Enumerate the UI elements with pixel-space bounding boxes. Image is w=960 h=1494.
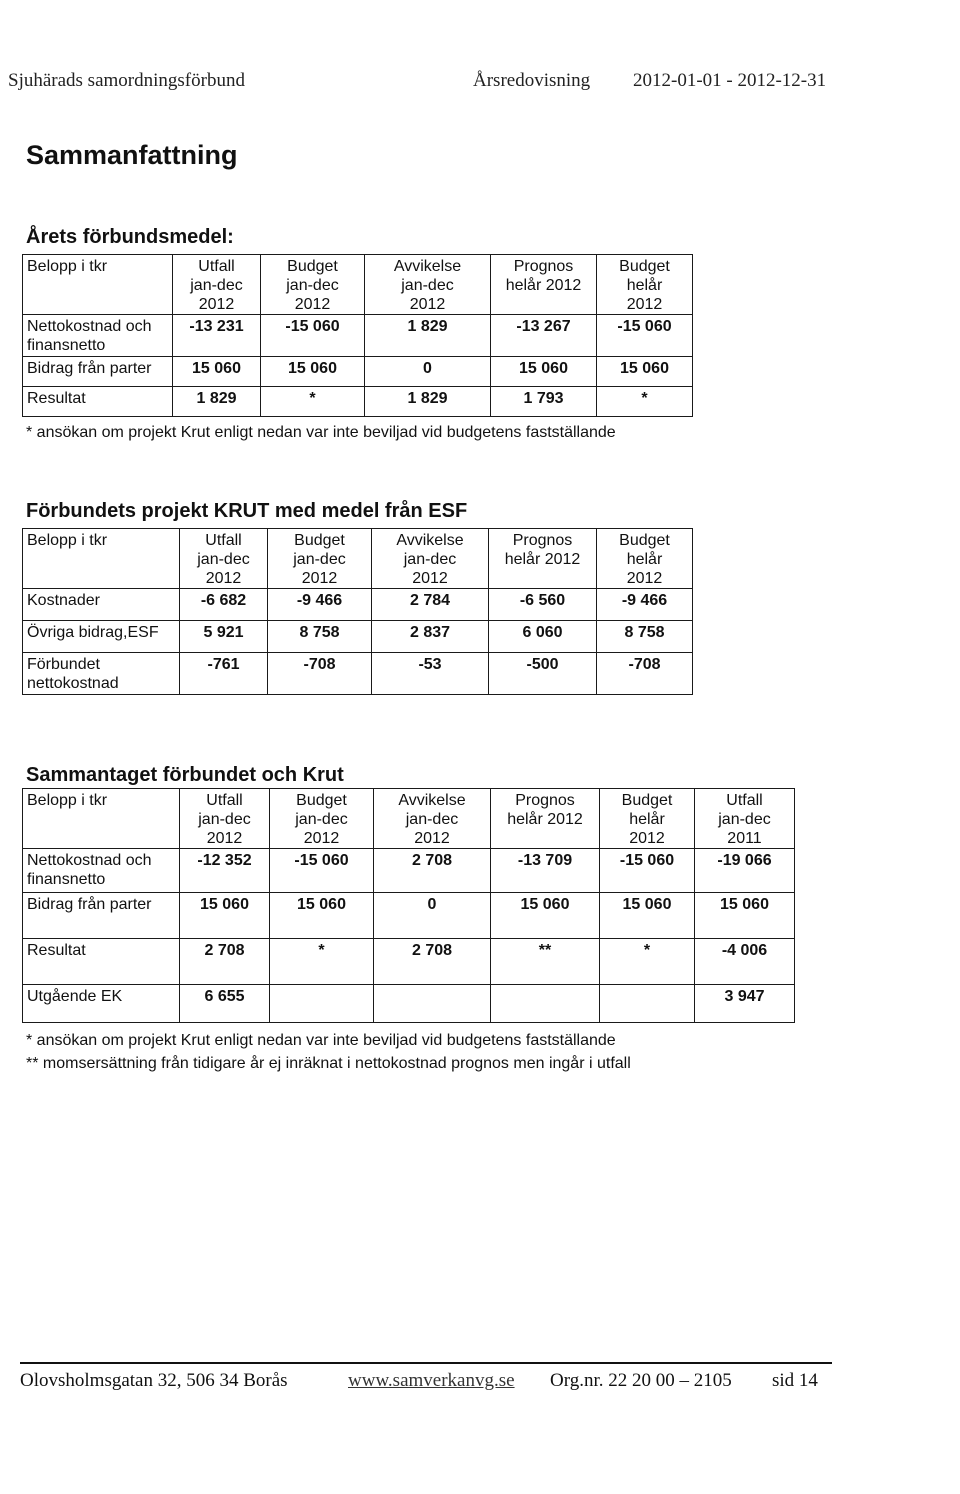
table-cell: 0 [365, 357, 491, 387]
footer-page-number: sid 14 [772, 1370, 818, 1391]
column-header: Budget helår 2012 [600, 789, 695, 849]
table-cell: 1 829 [365, 387, 491, 417]
table-cell: -15 060 [270, 849, 374, 893]
table-row [23, 387, 693, 417]
table-cell: -6 560 [489, 589, 597, 621]
column-header: Prognos helår 2012 [491, 255, 597, 315]
table-cell: 15 060 [270, 893, 374, 939]
table-row [23, 357, 693, 387]
table-cell: -15 060 [597, 315, 693, 357]
table-cell: -6 682 [180, 589, 268, 621]
table-cell: ** [491, 939, 600, 985]
table-cell: -15 060 [261, 315, 365, 357]
table-row [23, 939, 795, 985]
row-label: Bidrag från parter [23, 893, 180, 939]
table-cell [491, 985, 600, 1023]
column-header: Utfall jan-dec 2011 [695, 789, 795, 849]
table-row [23, 985, 795, 1023]
table-row [23, 893, 795, 939]
column-header-label: Belopp i tkr [23, 529, 180, 589]
krut-esf-table [22, 528, 693, 695]
row-label: Kostnader [23, 589, 180, 621]
footer-website-link[interactable]: www.samverkanvg.se [348, 1370, 515, 1391]
table-cell [270, 985, 374, 1023]
table-row [23, 653, 693, 695]
table-cell: 2 784 [372, 589, 489, 621]
table-cell: 8 758 [597, 621, 693, 653]
table-cell: -13 709 [491, 849, 600, 893]
section-heading-sammantaget: Sammantaget förbundet och Krut [26, 764, 344, 786]
table-cell: * [270, 939, 374, 985]
table-cell: 6 060 [489, 621, 597, 653]
table-cell: 15 060 [600, 893, 695, 939]
column-header: Utfall jan-dec 2012 [173, 255, 261, 315]
row-label: Resultat [23, 939, 180, 985]
report-title: Årsredovisning [473, 70, 591, 91]
table-cell: 6 655 [180, 985, 270, 1023]
column-header: Budget jan-dec 2012 [270, 789, 374, 849]
section-heading-forbundsmedel: Årets förbundsmedel: [26, 226, 234, 248]
table-cell: -9 466 [268, 589, 372, 621]
table-cell: -13 267 [491, 315, 597, 357]
table-cell: 1 829 [365, 315, 491, 357]
table-cell: 8 758 [268, 621, 372, 653]
table-row [23, 589, 693, 621]
report-period: 2012-01-01 - 2012-12-31 [633, 70, 827, 91]
footnote-krut: * ansökan om projekt Krut enligt nedan var inte beviljad vid budgetens fastställande [26, 424, 616, 441]
column-header: Budget helår 2012 [597, 529, 693, 589]
column-header: Utfall jan-dec 2012 [180, 789, 270, 849]
table-cell: * [597, 387, 693, 417]
table-cell: -15 060 [600, 849, 695, 893]
table-cell: 5 921 [180, 621, 268, 653]
footnote-momsersattning: ** momsersättning från tidigare år ej inräknat i nettokostnad prognos men ingår i utfall [26, 1055, 631, 1072]
row-label: Resultat [23, 387, 173, 417]
table-cell [374, 985, 491, 1023]
table-cell: -53 [372, 653, 489, 695]
column-header-label: Belopp i tkr [23, 789, 180, 849]
organization-name: Sjuhärads samordningsförbund [8, 70, 245, 91]
row-label: Nettokostnad och finansnetto [23, 315, 173, 357]
column-header: Prognos helår 2012 [491, 789, 600, 849]
table-cell: -708 [268, 653, 372, 695]
table-cell: -761 [180, 653, 268, 695]
section-heading-krut-esf: Förbundets projekt KRUT med medel från ESF [26, 500, 468, 522]
table-cell: * [261, 387, 365, 417]
column-header: Prognos helår 2012 [489, 529, 597, 589]
table-cell: -19 066 [695, 849, 795, 893]
footnote-krut-2: * ansökan om projekt Krut enligt nedan var inte beviljad vid budgetens fastställande [26, 1032, 616, 1049]
table-cell: 15 060 [180, 893, 270, 939]
table-row [23, 849, 795, 893]
column-header: Budget jan-dec 2012 [268, 529, 372, 589]
column-header: Avvikelse jan-dec 2012 [365, 255, 491, 315]
table-cell: 15 060 [261, 357, 365, 387]
forbundsmedel-table [22, 254, 693, 417]
table-cell: -12 352 [180, 849, 270, 893]
row-label: Bidrag från parter [23, 357, 173, 387]
row-label: Förbundet nettokostnad [23, 653, 180, 695]
row-label: Nettokostnad och finansnetto [23, 849, 180, 893]
table-cell: 15 060 [491, 893, 600, 939]
row-label: Utgående EK [23, 985, 180, 1023]
table-cell: 15 060 [695, 893, 795, 939]
table-cell: 15 060 [491, 357, 597, 387]
column-header: Avvikelse jan-dec 2012 [372, 529, 489, 589]
footer-address: Olovsholmsgatan 32, 506 34 Borås [20, 1370, 288, 1391]
table-cell: 15 060 [173, 357, 261, 387]
table-cell: -708 [597, 653, 693, 695]
table-cell: 2 708 [180, 939, 270, 985]
footer-org-number: Org.nr. 22 20 00 – 2105 [550, 1370, 732, 1391]
table-cell: -500 [489, 653, 597, 695]
column-header: Budget helår 2012 [597, 255, 693, 315]
table-cell: 0 [374, 893, 491, 939]
column-header: Avvikelse jan-dec 2012 [374, 789, 491, 849]
table-cell: -4 006 [695, 939, 795, 985]
table-cell [600, 985, 695, 1023]
table-cell: 2 708 [374, 939, 491, 985]
column-header: Utfall jan-dec 2012 [180, 529, 268, 589]
table-cell: 1 829 [173, 387, 261, 417]
table-cell: 15 060 [597, 357, 693, 387]
column-header: Budget jan-dec 2012 [261, 255, 365, 315]
table-row [23, 315, 693, 357]
table-cell: 2 837 [372, 621, 489, 653]
footer-divider [20, 1362, 832, 1364]
table-cell: 1 793 [491, 387, 597, 417]
table-cell: -9 466 [597, 589, 693, 621]
table-cell: * [600, 939, 695, 985]
table-cell: -13 231 [173, 315, 261, 357]
table-cell: 3 947 [695, 985, 795, 1023]
table-cell: 2 708 [374, 849, 491, 893]
row-label: Övriga bidrag,ESF [23, 621, 180, 653]
page-title: Sammanfattning [26, 140, 238, 170]
sammantaget-table [22, 788, 795, 1023]
table-row [23, 621, 693, 653]
column-header-label: Belopp i tkr [23, 255, 173, 315]
